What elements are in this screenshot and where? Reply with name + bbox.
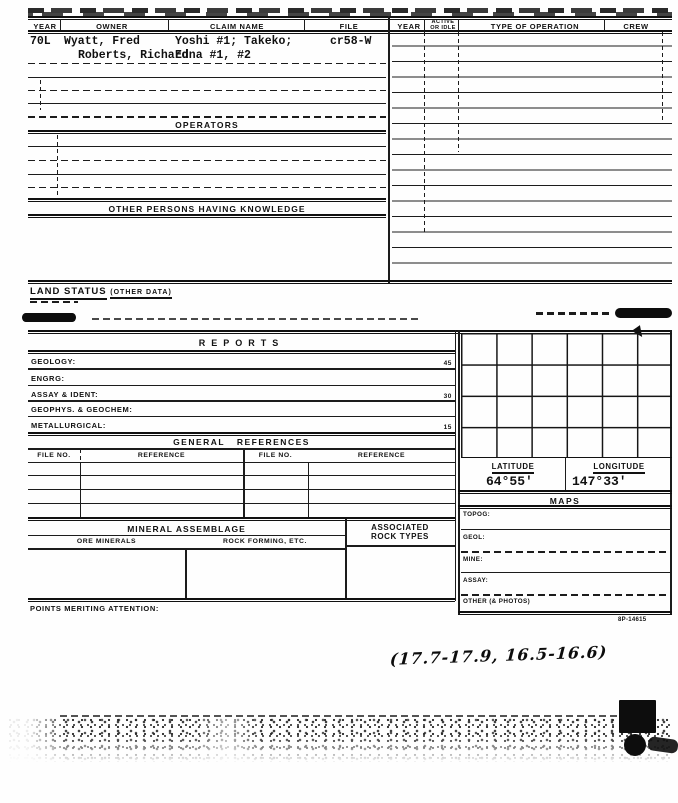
column-header-claim-name: CLAIM NAME (210, 22, 264, 31)
rule-line (28, 103, 386, 104)
rule-line (28, 174, 386, 175)
rule-line (461, 551, 672, 553)
scan-smudge (60, 715, 640, 717)
report-row-label: GEOPHYS. & GEOCHEM: (31, 405, 133, 414)
rule-line (28, 432, 455, 436)
report-row-lineno: 45 (443, 360, 452, 367)
column-header-type-of-operation: TYPE OF OPERATION (490, 22, 580, 31)
genref-header-fileno1: FILE NO. (37, 452, 71, 459)
header-ore-minerals: ORE MINERALS (76, 538, 137, 545)
rule-line (40, 80, 41, 110)
section-title-land-status (30, 286, 172, 297)
section-title-other-persons: OTHER PERSONS HAVING KNOWLEDGE (108, 204, 306, 214)
record-claim-line2: Edna #1, #2 (175, 49, 251, 62)
maps-row-label: MINE: (463, 556, 483, 563)
record-claim-line1: Yoshi #1; Takeko; (175, 35, 293, 48)
scan-black-dot (624, 734, 646, 756)
scan-smudge (30, 301, 78, 303)
active-idle-line2: OR IDLE (430, 25, 456, 31)
rule-line (392, 31, 672, 269)
rule-line (28, 63, 386, 64)
rule-line (80, 462, 81, 517)
column-header-year: YEAR (33, 22, 57, 31)
rule-line (458, 611, 672, 615)
rule-line (458, 32, 459, 152)
rule-line (28, 416, 455, 417)
section-title-maps: MAPS (549, 496, 581, 506)
rule-line (662, 32, 663, 122)
rule-line (28, 130, 386, 134)
column-header-owner: OWNER (96, 22, 128, 31)
rule-line (461, 529, 672, 530)
section-title-general-references: GENERAL REFERENCES (173, 437, 310, 447)
section-title-mineral-assemblage: MINERAL ASSEMBLAGE (127, 524, 246, 534)
rule-line (461, 572, 672, 573)
report-row-lineno: 30 (443, 393, 452, 400)
maps-row-label: OTHER (& PHOTOS) (463, 598, 531, 605)
label-longitude (567, 462, 671, 471)
latitude-label-text: LATITUDE (492, 462, 535, 474)
scan-black-square (619, 700, 656, 733)
rule-line (57, 135, 58, 197)
genref-header-fileno2: FILE NO. (258, 452, 293, 459)
rule-line (345, 545, 455, 547)
rule-line (243, 449, 245, 517)
location-grid (461, 333, 672, 458)
header-associated-rock-types (345, 523, 455, 541)
scan-smudge (536, 312, 612, 315)
associated-line2: ROCK TYPES (370, 532, 429, 541)
column-header-crew: CREW (623, 22, 649, 31)
rule-line (28, 400, 455, 402)
label-latitude (461, 462, 565, 471)
record-file: cr58-W (330, 35, 372, 48)
rule-line (28, 350, 455, 354)
rule-line (28, 535, 345, 536)
rule-line (28, 90, 386, 91)
active-idle-line1: ACTIVE (431, 19, 455, 25)
column-header-file: FILE (339, 22, 359, 31)
section-title-operators: OPERATORS (175, 120, 239, 130)
header-rock-forming: ROCK FORMING, ETC. (222, 538, 308, 545)
rule-line (424, 32, 425, 232)
rule-line (345, 519, 347, 598)
rule-line (28, 368, 455, 370)
report-row-label: GEOLOGY: (31, 357, 76, 366)
rule-line (28, 198, 386, 202)
scan-smudge (615, 308, 672, 318)
scan-noise-fade (8, 718, 670, 762)
longitude-value: 147°33' (572, 474, 627, 489)
scan-smudge (22, 313, 76, 322)
rule-line (28, 598, 455, 602)
rule-line (458, 490, 672, 494)
rule-line (28, 385, 455, 386)
record-year: 70L (30, 35, 51, 48)
rule-line (28, 160, 386, 161)
maps-row-label: ASSAY: (463, 577, 489, 584)
rule-line (565, 458, 566, 492)
longitude-label-text: LONGITUDE (593, 462, 644, 474)
rule-line (28, 77, 386, 78)
rule-line (28, 16, 672, 20)
report-row-label: ASSAY & IDENT: (31, 390, 99, 399)
rule-line (28, 116, 386, 118)
rule-line (461, 594, 672, 596)
section-title-reports: REPORTS (198, 338, 285, 348)
land-status-paren: (OTHER DATA) (110, 289, 172, 299)
latitude-value: 64°55' (486, 474, 533, 489)
record-owner-line1: Wyatt, Fred (64, 35, 140, 48)
maps-row-label: GEOL: (463, 534, 485, 541)
report-row-lineno: 15 (443, 424, 452, 431)
rule-line (458, 330, 460, 615)
rule-line (308, 462, 309, 517)
genref-header-reference2: REFERENCE (357, 452, 406, 459)
rule-line (388, 16, 390, 283)
rule-line (28, 214, 386, 218)
rule-line (185, 548, 187, 598)
rule-line (28, 448, 455, 450)
record-owner-line2: Roberts, Richard (78, 49, 189, 62)
land-status-text: LAND STATUS (30, 286, 107, 300)
rule-line (28, 462, 455, 504)
rule-line (28, 146, 386, 147)
handwritten-note: (17.7-17.9, 16.5-16.6) (389, 642, 609, 669)
label-points-meriting-attention: POINTS MERITING ATTENTION: (30, 604, 159, 613)
form-number: 8P-14615 (618, 617, 647, 623)
report-row-label: METALLURGICAL: (31, 421, 106, 430)
report-row-label: ENGRG: (31, 374, 65, 383)
rule-line (28, 187, 386, 188)
scan-smudge (92, 318, 422, 320)
maps-row-label: TOPOG: (463, 511, 491, 518)
rule-line (458, 505, 672, 509)
rule-line (28, 280, 672, 284)
genref-header-reference1: REFERENCE (137, 452, 186, 459)
rule-line (455, 330, 456, 601)
column-header-year-right: YEAR (397, 22, 421, 31)
rule-line (80, 449, 81, 462)
rule-line (28, 517, 455, 521)
associated-line1: ASSOCIATED (371, 523, 429, 532)
